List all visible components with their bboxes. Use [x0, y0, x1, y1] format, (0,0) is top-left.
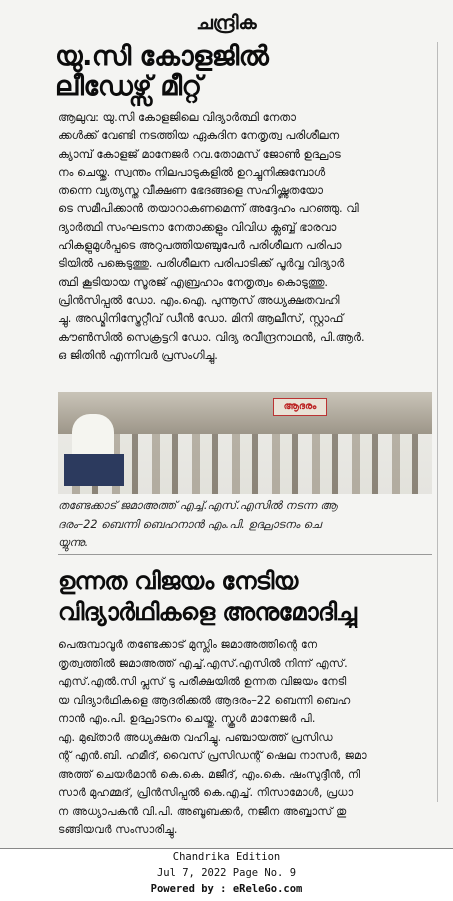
article1-body-line: ആലുവ: യു.സി കോളജിലെ വിദ്യാർത്ഥി നേതാ — [58, 110, 296, 124]
article1-body-line: കൗൺസിൽ സെക്രട്ടറി ഡോ. വിദ്യ രവീന്ദ്രനാഥൻ, പി.ആർ. — [58, 329, 365, 344]
event-photo — [58, 392, 432, 494]
article2-body-line: പെരുമ്പാവൂർ തണ്ടേക്കാട് മുസ്ലിം ജമാഅത്തിന്റെ നേ — [58, 638, 318, 651]
article1-body — [58, 108, 432, 364]
article1-body-line: ടെ സമീപിക്കാൻ തയാറാകണമെന്ന് അദ്ദേഹം പറഞ്ഞു. വി — [58, 201, 359, 216]
column-rule — [437, 42, 438, 802]
article2-headline-line: ഉന്നത വിജയം നേടിയ — [58, 567, 298, 595]
article1-body-line: ദ്യാർത്ഥി സംഘടനാ നേതാക്കളും വിവിധ ക്ലബ്ബ് ഭാരവാ — [58, 219, 337, 234]
article1-body-line: ഹികളുമുൾപ്പടെ അറുപത്തിയഞ്ചുപേർ പരിശീലന പരിപാ — [58, 238, 342, 253]
article1-body-line: തന്നെ വ്യത്യസ്ത വീക്ഷണ ഭേദങ്ങളെ സഹിഷ്ണുതയോ — [58, 183, 323, 198]
footer-date-page: Jul 7, 2022 Page No. 9 — [156, 867, 297, 879]
article1-body-line: നം ചെയ്തു. സ്വന്തം നിലപാടുകളിൽ ഉറച്ചുനിക്കുമ്പോൾ — [58, 164, 326, 179]
article2-body — [58, 636, 432, 840]
masthead-title: ചന്ദ്രിക — [196, 12, 257, 34]
article1-body-line: ഒ ജിതിൻ എന്നിവർ പ്രസംഗിച്ചു. — [58, 347, 218, 362]
photo-banner: ആദരം — [273, 398, 327, 416]
article2-body-line: എസ്.എൽ.സി പ്ലസ് ടു പരീക്ഷയിൽ ഉന്നത വിജയം നേടി — [58, 675, 347, 688]
article-divider — [58, 554, 432, 555]
caption-line: യ്യുന്നു. — [58, 536, 89, 549]
article1-headline-line: ലീഡേഴ്സ് മീറ്റ് — [55, 71, 202, 102]
article2-body-line: അത്ത് ചെയർമാൻ കെ.കെ. മജീദ്, എം.കെ. ഷംസുദ്ദീൻ, നി — [58, 767, 361, 781]
footer-edition: Chandrika Edition — [172, 851, 281, 863]
article2-headline-line: വിദ്യാർഥികളെ അനുമോദിച്ചു — [58, 598, 357, 626]
photo-caption — [58, 497, 432, 553]
caption-line: ദരം–22 ബെന്നി ബെഹനാൻ എം.പി. ഉദ്ഘാടനം ചെ — [58, 517, 322, 531]
photo-lectern — [64, 454, 124, 486]
article1-headline-line: യു.സി കോളജിൽ — [55, 41, 269, 72]
article1-body-line: ടിയിൽ പങ്കെടുത്തു. പരിശീലന പരിപാടിക്ക് പൂർവ്വ വിദ്യാർ — [58, 256, 345, 271]
article2-body-line: എ. മുഖ്താർ അധ്യക്ഷത വഹിച്ചു. പഞ്ചായത്ത് പ്രസിഡ — [58, 730, 333, 744]
article1-body-line: ത്ഥി കൂടിയായ സൂരജ് എബ്രഹാം നേതൃത്വം കൊടുത്തു. — [58, 274, 329, 289]
article2-body-line: ന്റ് എൻ.ബി. ഹമീദ്, വൈസ് പ്രസിഡന്റ് ഷെല നാസർ, ജമാ — [58, 749, 367, 762]
article1-body-line: പ്രിൻസിപ്പൽ ഡോ. എം.ഐ. പുന്നൂസ് അധ്യക്ഷതവഹി — [58, 292, 340, 307]
article2-body-line: നാൻ എം.പി. ഉദ്ഘാടനം ചെയ്തു. സ്കൂൾ മാനേജർ പി. — [58, 712, 316, 725]
caption-line: തണ്ടേക്കാട് ജമാഅത്ത് എച്ച്.എസ്.എസിൽ നടന്ന ആ — [58, 499, 338, 512]
article1-body-line: ക്കൾക്ക് വേണ്ടി നടത്തിയ ഏകദിന നേതൃത്വ പരിശീലന — [58, 128, 340, 143]
edition-footer — [0, 848, 453, 901]
article2-body-line: ന അധ്യാപകൻ വി.പി. അബൂബക്കർ, നജീന അബ്ബാസ് തു — [58, 804, 347, 818]
article1-headline — [55, 42, 335, 102]
footer-powered-by[interactable]: Powered by : eReleGo.com — [150, 883, 303, 895]
article2-headline — [58, 566, 432, 628]
article1-body-line: ച്ചു. അഡ്മിനിസ്ട്രേറ്റീവ് ഡീൻ ഡോ. മിനി ആലീസ്, സ്റ്റാഫ് — [58, 311, 344, 326]
article2-body-line: ടങ്ങിയവർ സംസാരിച്ചു. — [58, 823, 178, 836]
article2-body-line: തൃത്വത്തിൽ ജമാഅത്ത് എച്ച്.എസ്.എസിൽ നിന്ന് എസ്. — [58, 656, 348, 670]
article1-body-line: ക്യാമ്പ് കോളജ് മാനേജർ റവ.തോമസ് ജോൺ ഉദ്ഘാട — [58, 146, 341, 161]
article2-body-line: സാർ മുഹമ്മദ്, പ്രിൻസിപ്പൽ കെ.എച്ച്. നിസാമോൾ, പ്രധാ — [58, 786, 354, 799]
article2-body-line: യ വിദ്യാർഥികളെ ആദരിക്കൽ ആദരം–22 ബെന്നി ബെഹ — [58, 693, 351, 707]
